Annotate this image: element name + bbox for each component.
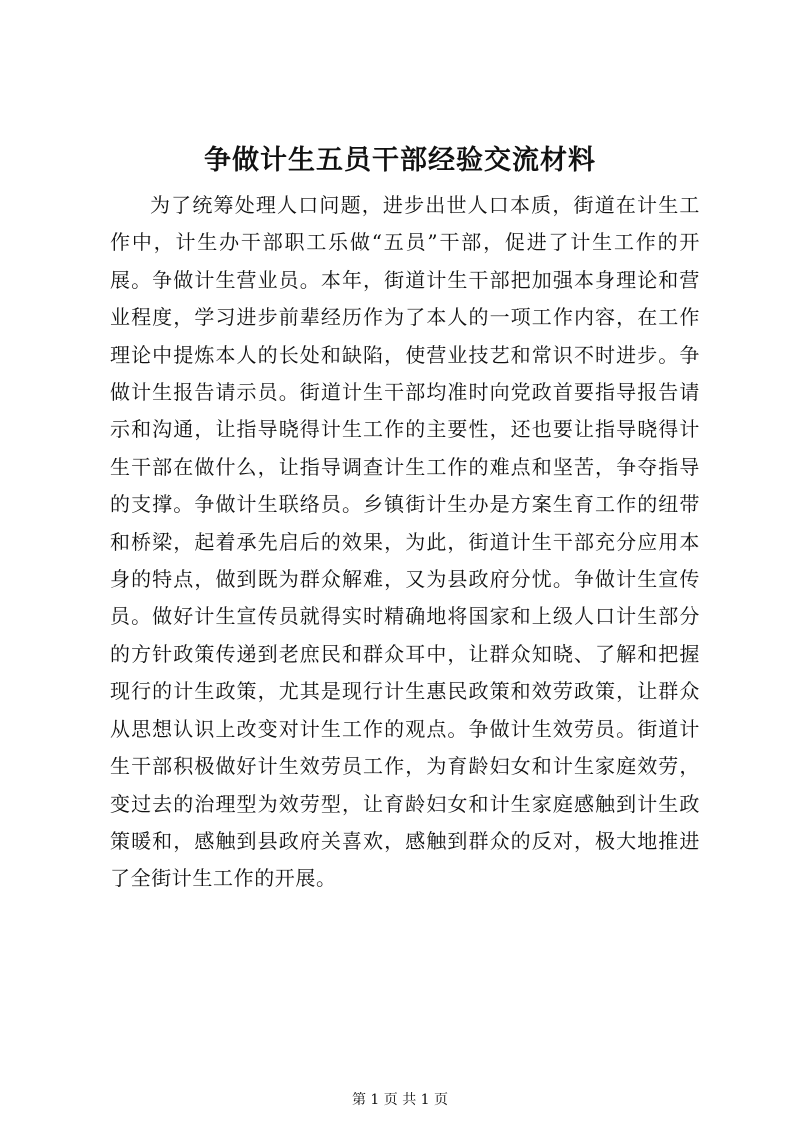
document-body-paragraph: 为了统筹处理人口问题，进步出世人口本质，街道在计生工作中，计生办干部职工乐做“五员”干部，促进了计生工作的开展。争做计生营业员。本年，街道计生干部把加强本身理论和营业程度，学习进步前辈经历作为了本人的一项工作内容，在工作理论中提炼本人的长处和缺陷，使营业技艺和常识不时进步。争做计生报告请示员。街道计生干部均准时向党政首要指导报告请示和沟通，让指导晓得计生工作的主要性，还也要让指导晓得计生干部在做什么，让指导调查计生工作的难点和坚苦，争夺指导的支撑。争做计生联络员。乡镇街计生办是方案生育工作的纽带和桥梁，起着承先启后的效果，为此，街道计生干部充分应用本身的特点，做到既为群众解难，又为县政府分忧。争做计生宣传员。做好计生宣传员就得实时精确地将国家和上级人口计生部分的方针政策传递到老庶民和群众耳中，让群众知晓、了解和把握现行的计生政策，尤其是现行计生惠民政策和效劳政策，让群众从思想认识上改变对计生工作的观点。争做计生效劳员。街道计生干部积极做好计生效劳员工作，为育龄妇女和计生家庭效劳，变过去的治理型为效劳型，让育龄妇女和计生家庭感触到计生政策暖和，感触到县政府关喜欢，感触到群众的反对，极大地推进了全街计生工作的开展。 bbox=[110, 193, 700, 891]
document-title: 争做计生五员干部经验交流材料 bbox=[204, 145, 596, 176]
page-footer: 第 1 页 共 1 页 bbox=[351, 1092, 449, 1108]
